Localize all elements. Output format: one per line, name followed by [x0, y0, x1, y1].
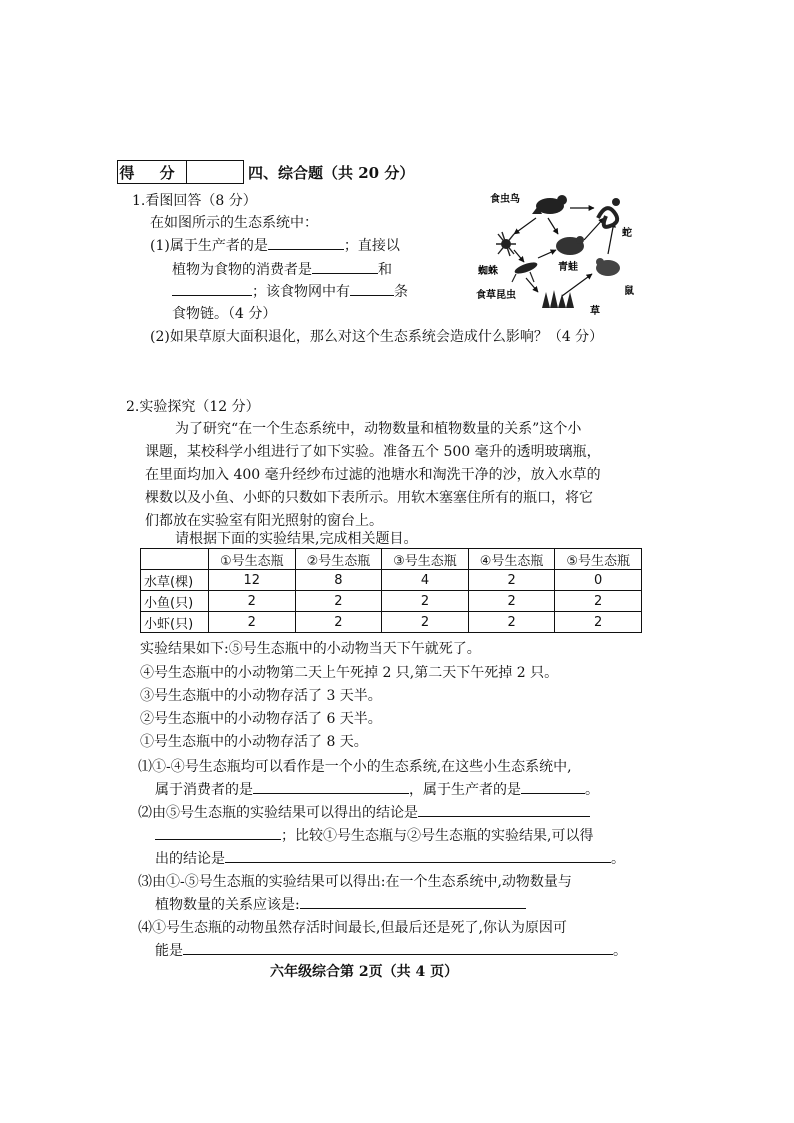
table-cell: 2	[209, 591, 296, 612]
table-cell: 2	[295, 591, 382, 612]
answer-blank-s3[interactable]	[300, 894, 526, 909]
s1-line1: ⑴①-④号生态瓶均可以看作是一个小的生态系统,在这些小生态系统中,	[138, 759, 572, 775]
s1-text-consumer: 属于消费者的是	[155, 782, 253, 798]
grass-icon	[542, 290, 574, 308]
table-cell: 2	[555, 612, 642, 633]
q1-part1-line4: 食物链。（4 分）	[172, 306, 277, 322]
fw-label-mouse: 鼠	[624, 286, 634, 297]
q2-instruction: 请根据下面的实验结果,完成相关题目。	[175, 531, 418, 547]
q2-title: 2.实验探究（12 分）	[126, 399, 260, 415]
s2-text-result: 出的结论是	[155, 851, 225, 867]
table-cell: 12	[209, 570, 296, 591]
q1-text-tiao: 条	[394, 284, 408, 300]
table-cell: 0	[555, 570, 642, 591]
s4-line2	[155, 940, 627, 960]
result-line-3: ③号生态瓶中的小动物存活了 3 天半。	[140, 688, 382, 704]
answer-blank-s1-producer[interactable]	[521, 779, 585, 794]
table-header-cell: ②号生态瓶	[295, 549, 382, 570]
table-cell: 2	[382, 591, 469, 612]
q1-part2: (2)如果草原大面积退化，那么对这个生态系统会造成什么影响？（4 分）	[150, 329, 604, 345]
fw-label-insect: 食草昆虫	[476, 290, 516, 301]
table-cell: 2	[468, 612, 555, 633]
s2-text-conclusion: ⑵由⑤号生态瓶的实验结果可以得出的结论是	[138, 805, 418, 821]
table-row-label: 小虾(只)	[141, 612, 209, 633]
bird-icon	[532, 195, 567, 214]
answer-blank-s4[interactable]	[183, 940, 613, 955]
table-header-cell: ①号生态瓶	[209, 549, 296, 570]
s1-period: 。	[585, 782, 599, 798]
fw-label-frog: 青蛙	[558, 262, 578, 273]
table-cell: 2	[382, 612, 469, 633]
table-header-cell	[141, 549, 209, 570]
q1-title: 1.看图回答（8 分）	[132, 193, 257, 209]
fw-label-snake: 蛇	[622, 228, 632, 239]
table-row	[141, 591, 642, 612]
answer-blank-chain-count[interactable]	[350, 281, 394, 296]
table-cell: 8	[295, 570, 382, 591]
q1-part1-line3	[172, 281, 408, 301]
mouse-icon	[596, 258, 620, 276]
table-row	[141, 612, 642, 633]
s2-text-compare: ；比较①号生态瓶与②号生态瓶的实验结果,可以得	[281, 828, 594, 844]
s3-text-relation: 植物数量的关系应该是:	[155, 897, 300, 913]
answer-blank-s2-2[interactable]	[155, 825, 281, 840]
table-header-row	[141, 549, 642, 570]
table-row-label: 小鱼(只)	[141, 591, 209, 612]
snake-icon	[598, 198, 620, 227]
table-row-label: 水草(棵)	[141, 570, 209, 591]
section-title: 四、综合题（共 20 分）	[248, 164, 415, 182]
experiment-table	[140, 548, 642, 633]
q1-text-web: ；该食物网中有	[252, 284, 350, 300]
answer-blank-consumer-1[interactable]	[312, 259, 378, 274]
s1-line2	[155, 779, 599, 799]
q2-para-line-2: 课题，某校科学小组进行了如下实验。准备五个 500 毫升的透明玻璃瓶，	[145, 444, 601, 460]
s2-line3	[155, 848, 625, 868]
answer-blank-s2-3[interactable]	[225, 848, 611, 863]
table-header-cell: ⑤号生态瓶	[555, 549, 642, 570]
result-line-1: 实验结果如下:⑤号生态瓶中的小动物当天下午就死了。	[140, 641, 481, 657]
page-footer: 六年级综合第 2页（共 4 页）	[270, 964, 459, 980]
q1-part1-line1	[150, 235, 400, 255]
fw-label-spider: 蜘蛛	[478, 266, 498, 277]
score-blank-cell	[187, 161, 243, 183]
table-cell: 2	[209, 612, 296, 633]
s4-period: 。	[613, 943, 627, 959]
result-line-4: ②号生态瓶中的小动物存活了 6 天半。	[140, 711, 382, 727]
table-cell: 2	[468, 570, 555, 591]
s4-text-reason: 能是	[155, 943, 183, 959]
table-cell: 4	[382, 570, 469, 591]
answer-blank-s1-consumer[interactable]	[253, 779, 409, 794]
q1-intro: 在如图所示的生态系统中：	[150, 215, 318, 231]
s2-line2	[155, 825, 593, 845]
answer-blank-producer[interactable]	[268, 235, 344, 250]
frog-icon	[556, 236, 584, 255]
answer-blank-consumer-2[interactable]	[172, 281, 252, 296]
s2-line1	[138, 802, 590, 822]
spider-icon	[496, 232, 516, 256]
result-line-2: ④号生态瓶中的小动物第二天上午死掉 2 只,第二天下午死掉 2 只。	[140, 665, 559, 681]
table-cell: 2	[295, 612, 382, 633]
fw-label-bird: 食虫鸟	[490, 194, 520, 205]
q1-part1-line2	[172, 259, 392, 279]
q1-text-producer: (1)属于生产者的是	[150, 238, 268, 254]
s3-line2	[155, 894, 526, 914]
answer-blank-s2-1[interactable]	[418, 802, 590, 817]
s1-text-producer: ，属于生产者的是	[409, 782, 521, 798]
table-cell: 2	[468, 591, 555, 612]
table-cell: 2	[555, 591, 642, 612]
q1-text-consumer: 植物为食物的消费者是	[172, 262, 312, 278]
q2-para-line-3: 在里面均加入 400 毫升经纱布过滤的池塘水和淘洗干净的沙，放入水草的	[145, 467, 601, 483]
s2-period: 。	[611, 851, 625, 867]
s3-line1: ⑶由①-⑤号生态瓶的实验结果可以得出:在一个生态系统中,动物数量与	[138, 874, 572, 890]
score-label: 得 分	[118, 161, 187, 183]
q1-text-and: 和	[378, 262, 392, 278]
s4-line1: ⑷①号生态瓶的动物虽然存活时间最长,但最后还是死了,你认为原因可	[138, 920, 567, 936]
table-header-cell: ④号生态瓶	[468, 549, 555, 570]
score-box	[117, 160, 244, 184]
q1-text-direct: ；直接以	[343, 238, 400, 254]
table-row	[141, 570, 642, 591]
insect-icon	[512, 260, 539, 282]
q2-para-line-5: 们都放在实验室有阳光照射的窗台上。	[145, 513, 383, 529]
q2-para-line-1: 为了研究“在一个生态系统中，动物数量和植物数量的关系”这个小	[175, 421, 582, 437]
table-header-cell: ③号生态瓶	[382, 549, 469, 570]
fw-label-grass: 草	[590, 306, 600, 317]
food-web-diagram	[466, 188, 646, 320]
result-line-5: ①号生态瓶中的小动物存活了 8 天。	[140, 734, 368, 750]
q2-para-line-4: 棵数以及小鱼、小虾的只数如下表所示。用软木塞塞住所有的瓶口，将它	[145, 490, 593, 506]
